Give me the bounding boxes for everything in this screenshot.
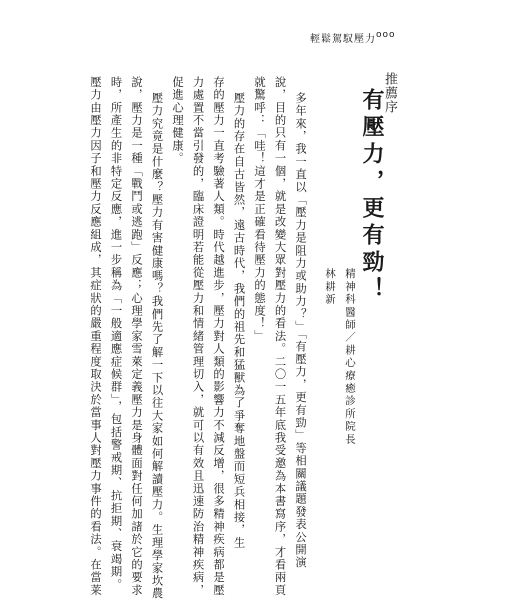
body-line: 促進心理健康。: [171, 76, 184, 165]
body-line: 壓力的存在自古皆然，遠古時代，我們的祖先和猛獸為了爭奪地盤而短兵相接，生: [232, 92, 246, 550]
body-line: 力處置不當引發的，臨床證明若能從壓力和情緒管理切入，就可以有效且迅速防治精神疾病，: [191, 76, 205, 597]
body-line: 說，目的只有一個，就是改變大眾對壓力的看法。二〇一五年底我受邀為本書寫序，才看兩頁: [273, 76, 287, 597]
body-line: 壓力由壓力因子和壓力反應組成，其症狀的嚴重程度取決於當事人對壓力事件的看法。在當莱: [89, 76, 102, 597]
body-line: 說，壓力是一種「戰鬥或逃跑」反應；心理學家雪萊定義壓力是身體面對任何加諸於它的要求: [130, 76, 143, 597]
author-affiliation: 精神科醫師／耕心療癒診所院長: [344, 268, 356, 446]
running-title: 輕鬆駕馭壓力: [310, 34, 376, 45]
section-label: 推薦序: [382, 72, 397, 114]
foreword-title: 有壓力，更有勁！: [359, 88, 384, 304]
author-name: 林耕新: [324, 268, 336, 307]
page-number: ooo: [376, 30, 396, 40]
body-line: 多年來，我一直以「壓力是阻力或助力？」「有壓力，更有勁」等相關議題發表公開演: [294, 92, 307, 569]
body-line: 就驚呼：「哇！這才是正確看待壓力的態度！」: [253, 76, 266, 343]
body-line: 壓力究竟是什麼？壓力有害健康嗎？我們先了解一下以往大家如何解讀壓力。生理學家坎農: [150, 92, 164, 600]
body-line: 時，所產生的非特定反應，進一步稱為「一般適應症候群」，包括警戒期、抗拒期、衰竭期。: [109, 76, 123, 592]
body-line: 存的壓力一直考驗著人類。時代越進步，壓力對人類的影響力不減反增，很多精神疾病都是壓: [212, 76, 225, 597]
